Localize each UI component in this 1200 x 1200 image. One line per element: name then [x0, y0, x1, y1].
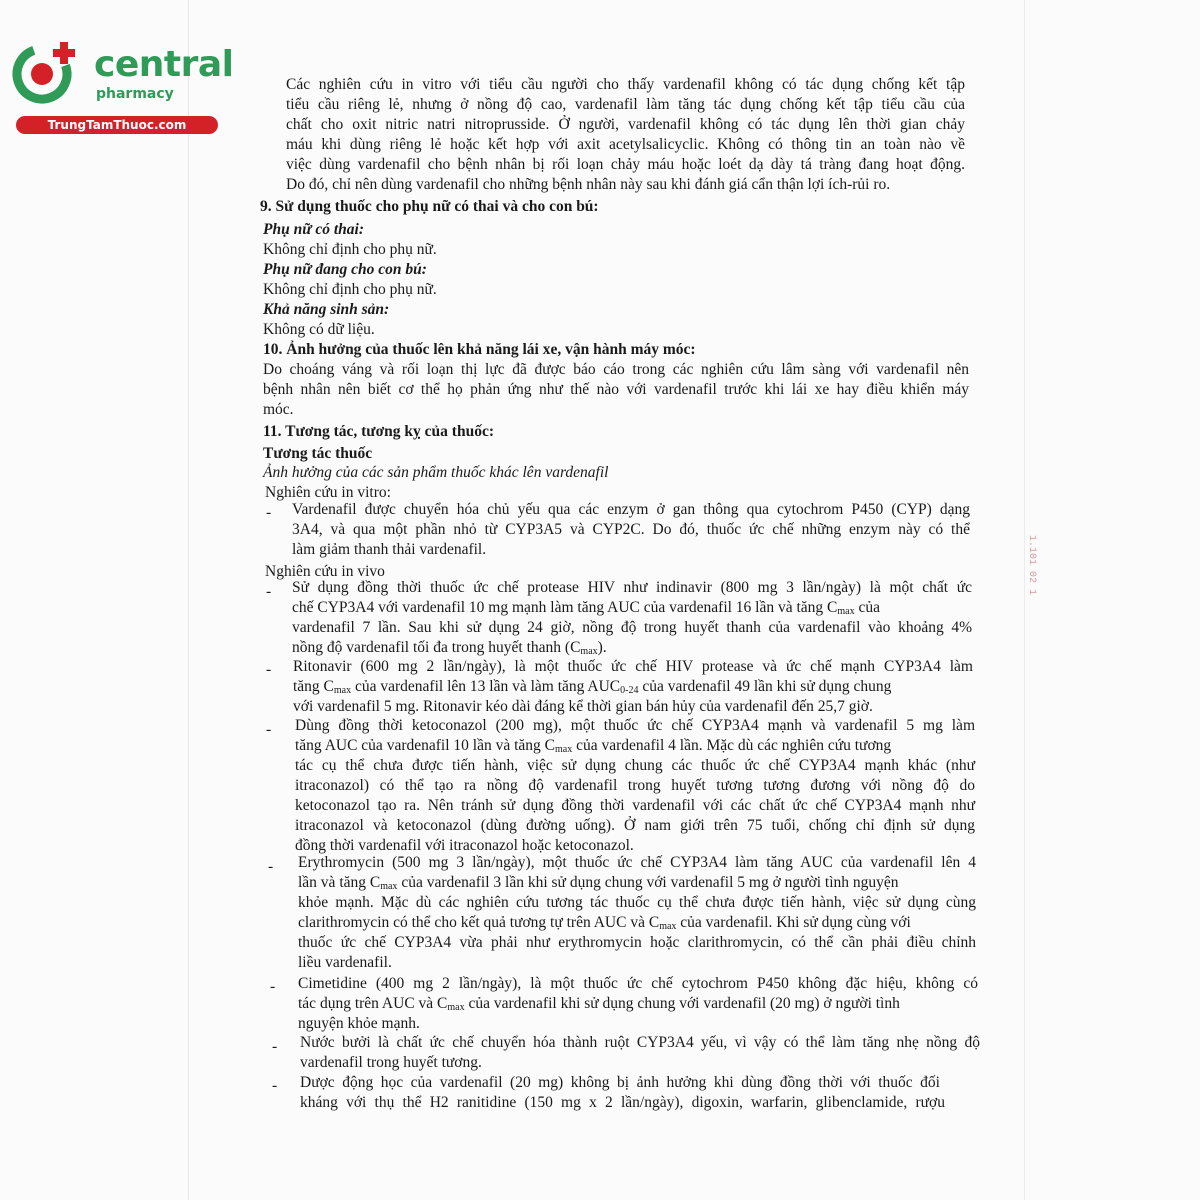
bullet4-line: đồng thời vardenafil với itraconazol hoặc ketoconazol.	[295, 837, 634, 854]
bullet5-line: liều vardenafil.	[298, 954, 392, 971]
bullet-dash: -	[268, 858, 274, 875]
bullet-dash: -	[272, 1038, 278, 1055]
para1-line: việc dùng vardenafil cho bệnh nhân bị rối loạn chảy máu hoặc loét dạ dày tá tràng đang hoạt động.	[286, 156, 965, 173]
logo-name: central	[94, 44, 234, 85]
bullet2-line: Sử dụng đồng thời thuốc ức chế protease HIV như indinavir (800 mg 3 lần/ngày) là một chất ức	[292, 579, 972, 596]
bullet-dash: -	[270, 978, 276, 995]
bullet7-line: vardenafil trong huyết tương.	[300, 1054, 482, 1071]
bullet5-line: lần và tăng $C_{max}$ của vardenafil 3 lần khi sử dụng chung với vardenafil 5 mg ở người tình nguyện	[298, 874, 899, 892]
bullet6-line: Cimetidine (400 mg 2 lần/ngày), là một thuốc ức chế cytochrom P450 không đặc hiệu, không có	[298, 975, 978, 992]
bullet8-line: kháng với thụ thể H2 ranitidine (150 mg x 2 lần/ngày), digoxin, warfarin, glibenclamide, rượu	[300, 1094, 945, 1111]
bullet-dash: -	[272, 1077, 278, 1094]
bullet5-line: Erythromycin (500 mg 3 lần/ngày), một thuốc ức chế CYP3A4 làm tăng AUC của vardenafil lên 4	[298, 854, 976, 871]
section-11-heading: 11. Tương tác, tương kỵ của thuốc:	[263, 423, 494, 440]
pregnant-subheading: Phụ nữ có thai:	[263, 221, 365, 238]
bullet2-line: vardenafil 7 lần. Sau khi sử dụng 24 giờ, nồng độ trong huyết thanh của vardenafil vào khoảng 4%	[292, 619, 972, 636]
in-vivo-label: Nghiên cứu in vivo	[265, 563, 385, 580]
bullet4-line: tác cụ thể chưa được tiến hành, việc sử dụng chung các thuốc ức chế CYP3A4 mạnh khác (như	[295, 757, 975, 774]
para1-line: máu khi dùng riêng lẻ hoặc kết hợp với axit acetylsalicyclic. Không có thông tin an toàn nào về	[286, 136, 965, 153]
breastfeeding-subheading: Phụ nữ đang cho con bú:	[263, 261, 427, 278]
in-vitro-label: Nghiên cứu in vitro:	[265, 484, 391, 501]
para10-line: móc.	[263, 401, 294, 418]
bullet2-line: chế CYP3A4 với vardenafil 10 mg mạnh làm tăng AUC của vardenafil 16 lần và tăng $C_{max}$ của	[292, 599, 881, 617]
pregnant-text: Không chỉ định cho phụ nữ.	[263, 241, 437, 258]
bullet6-line: nguyện khỏe mạnh.	[298, 1015, 420, 1032]
fertility-subheading: Khả năng sinh sản:	[263, 301, 390, 318]
bullet4-line: itraconazol và ketoconazol (dùng đường uống). Ở nam giới trên 75 tuổi, chống chỉ định sử dụng	[295, 817, 975, 834]
bullet1-line: 3A4, và qua một phần nhỏ từ CYP3A5 và CYP2C. Do đó, thuốc ức chế những enzym này có thể	[292, 521, 970, 538]
drug-interaction-italic: Ảnh hưởng của các sản phẩm thuốc khác lên vardenafil	[263, 464, 609, 481]
fertility-text: Không có dữ liệu.	[263, 321, 375, 338]
bullet-dash: -	[266, 504, 272, 521]
bullet1-line: làm giảm thanh thải vardenafil.	[292, 541, 487, 558]
bullet4-line: tăng AUC của vardenafil 10 lần và tăng $C_{max}$ của vardenafil 4 lần. Mặc dù các nghiên cứu tương	[295, 737, 892, 755]
bullet7-line: Nước bưởi là chất ức chế chuyển hóa thành ruột CYP3A4 yếu, vì vậy có thể làm tăng nhẹ nồng độ	[300, 1034, 980, 1051]
bullet4-line: ketoconazol tạo ra. Nên tránh sử dụng đồng thời vardenafil với các chất ức chế CYP3A4 mạnh như	[295, 797, 975, 814]
bullet1-line: Vardenafil được chuyển hóa chủ yếu qua các enzym ở gan thông qua cytochrom P450 (CYP) dạng	[292, 501, 970, 518]
section-10-heading: 10. Ảnh hưởng của thuốc lên khả năng lái xe, vận hành máy móc:	[263, 341, 696, 358]
para10-line: bệnh nhân nên biết cơ thể họ phản ứng như thế nào với vardenafil trước khi lái xe hay điều khiển máy	[263, 381, 969, 398]
bullet3-line: tăng $C_{max}$ của vardenafil lên 13 lần và làm tăng $AUC_{0-24}$ của vardenafil 49 lần khi sử dụng chung	[293, 678, 892, 696]
bullet-dash: -	[266, 583, 272, 600]
para10-line: Do choáng váng và rối loạn thị lực đã được báo cáo trong các nghiên cứu lâm sàng với vardenafil nên	[263, 361, 969, 378]
bullet-dash: -	[266, 721, 272, 738]
bullet3-line: Ritonavir (600 mg 2 lần/ngày), là một thuốc ức chế HIV protease và ức chế mạnh CYP3A4 làm	[293, 658, 973, 675]
bullet5-line: clarithromycin có thể cho kết quả tương tự trên AUC và $C_{max}$ của vardenafil. Khi sử dụng cùng với	[298, 914, 911, 932]
breastfeeding-text: Không chỉ định cho phụ nữ.	[263, 281, 437, 298]
bullet-dash: -	[266, 661, 272, 678]
bullet4-line: Dùng đồng thời ketoconazol (200 mg), một thuốc ức chế CYP3A4 mạnh và vardenafil 5 mg làm	[295, 717, 975, 734]
logo-subtitle: pharmacy	[96, 86, 174, 102]
bullet5-line: thuốc ức chế CYP3A4 vừa phải như erythromycin hoặc clarithromycin, có thể cần phải điều chỉnh	[298, 934, 976, 951]
para1-line: Các nghiên cứu in vitro với tiểu cầu người cho thấy vardenafil không có tác dụng chống kết tập	[286, 76, 965, 93]
bullet5-line: khỏe mạnh. Mặc dù các nghiên cứu tương tác thuốc cụ thể chưa được tiến hành, việc sử dụng cùng	[298, 894, 976, 911]
para1-line: chất cho oxit nitric natri nitroprusside. Ở người, vardenafil không có tác dụng lên thời gian chảy	[286, 116, 965, 133]
bullet8-line: Dược động học của vardenafil (20 mg) không bị ảnh hưởng khi dùng đồng thời với thuốc đối	[300, 1074, 940, 1091]
logo-website: TrungTamThuoc.com	[16, 116, 218, 134]
drug-interaction-subheading: Tương tác thuốc	[263, 445, 373, 462]
bullet2-line: nồng độ vardenafil tối đa trong huyết thanh $(C_{max})$.	[292, 639, 607, 657]
section-9-heading: 9. Sử dụng thuốc cho phụ nữ có thai và cho con bú:	[260, 198, 599, 215]
para1-line: tiểu cầu riêng lẻ, nhưng ở nồng độ cao, vardenafil làm tăng tác dụng chống kết tập tiểu cầu của	[286, 96, 965, 113]
bullet6-line: tác dụng trên AUC và $C_{max}$ của vardenafil khi sử dụng chung với vardenafil (20 mg) ở người tình	[298, 995, 900, 1013]
margin-stamp: 1.101 02 1	[1026, 535, 1037, 596]
para1-line: Do đó, chỉ nên dùng vardenafil cho những bệnh nhân này sau khi đánh giá cẩn thận lợi ích-rủi ro.	[286, 176, 891, 193]
bullet3-line: với vardenafil 5 mg. Ritonavir kéo dài đáng kể thời gian bán hủy của vardenafil đến 25,7 giờ.	[293, 698, 873, 715]
bullet4-line: itraconazol) có thể tạo ra nồng độ vardenafil trong huyết tương tương đương với nồng độ do	[295, 777, 975, 794]
